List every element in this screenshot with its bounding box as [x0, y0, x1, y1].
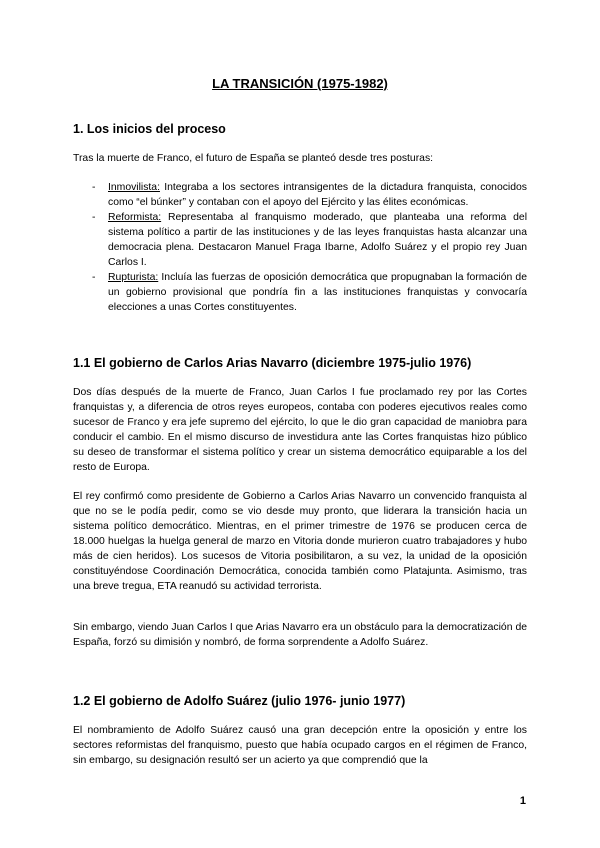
section-1-1-paragraph-3: Sin embargo, viendo Juan Carlos I que Arias Navarro era un obstáculo para la democratización de España, forzó su dimisión y nombró, de forma sorprendente a Adolfo Suárez.: [73, 622, 527, 648]
list-text: Representaba al franquismo moderado, que planteaba una reforma del sistema político a partir de las instituciones y de las leyes franquistas hasta alcanzar una democracia plena. Destacaron Manuel Fraga Ibarne, Adolfo Suárez y el propio rey Juan Carlos I.: [108, 212, 527, 268]
list-item: [92, 180, 527, 210]
list-term: Reformista:: [108, 212, 162, 223]
section-1-heading: 1. Los inicios del proceso: [73, 122, 226, 136]
document-title: LA TRANSICIÓN (1975-1982): [212, 76, 388, 91]
section-1-1-paragraph-2: El rey confirmó como presidente de Gobierno a Carlos Arias Navarro un convencido franquista al que no se le podía pedir, como se vio desde muy pronto, que liderara la transición hacia un sistema político democrático. Mientras, en el primer trimestre de 1976 se producen cerca de 18.000 huelgas la huelga general de marzo en Vitoria donde murieron cuatro trabajadores y hubo más de cien heridos). Los sucesos de Vitoria posibilitaron, a su vez, la unidad de la oposición constituyéndose Coordinación Democrática, conocida también como Platajunta. Asimismo, tras una breve tregua, ETA reanudó su actividad terrorista.: [73, 491, 527, 592]
page-number: 1: [519, 795, 526, 807]
list-term: Rupturista:: [108, 272, 159, 283]
section-1-2-paragraph: El nombramiento de Adolfo Suárez causó una gran decepción entre la oposición y entre los sectores reformistas del franquismo, puesto que había ocupado cargos en el régimen de Franco, sin embargo, su designación resultó ser un acierto ya que comprendió que la: [73, 725, 527, 766]
list-term: Inmovilista:: [108, 182, 160, 193]
list-item: [92, 270, 527, 315]
section-1-1-heading: 1.1 El gobierno de Carlos Arias Navarro (diciembre 1975-julio 1976): [73, 356, 472, 370]
list-dash: -: [92, 212, 96, 223]
section-1-intro: Tras la muerte de Franco, el futuro de España se planteó desde tres posturas:: [73, 153, 434, 164]
list-text: Incluía las fuerzas de oposición democrática que propugnaban la formación de un gobierno provisional que pondría fin a las instituciones franquistas y convocaría elecciones a unas Cortes constituyentes.: [108, 272, 527, 313]
postures-list: [92, 180, 527, 315]
section-1-1-paragraph-1: Dos días después de la muerte de Franco, Juan Carlos I fue proclamado rey por las Cortes franquistas y, a diferencia de otros reyes europeos, contaba con poderes ejecutivos reales como sucesor de Franco y era jefe supremo del ejército, lo que le dio gran capacidad de maniobra para conducir el cambio. En el mismo discurso de investidura ante las Cortes franquistas hizo público su deseo de transformar el sistema político y crear un sistema democrático equiparable a los del resto de Europa.: [73, 387, 527, 473]
list-dash: -: [92, 182, 96, 193]
list-text: Integraba a los sectores intransigentes de la dictadura franquista, conocidos como “el búnker” y contaban con el apoyo del Ejército y las élites económicas.: [108, 182, 527, 208]
list-dash: -: [92, 272, 96, 283]
list-item: [92, 210, 527, 270]
section-1-2-heading: 1.2 El gobierno de Adolfo Suárez (julio 1976- junio 1977): [73, 694, 406, 708]
